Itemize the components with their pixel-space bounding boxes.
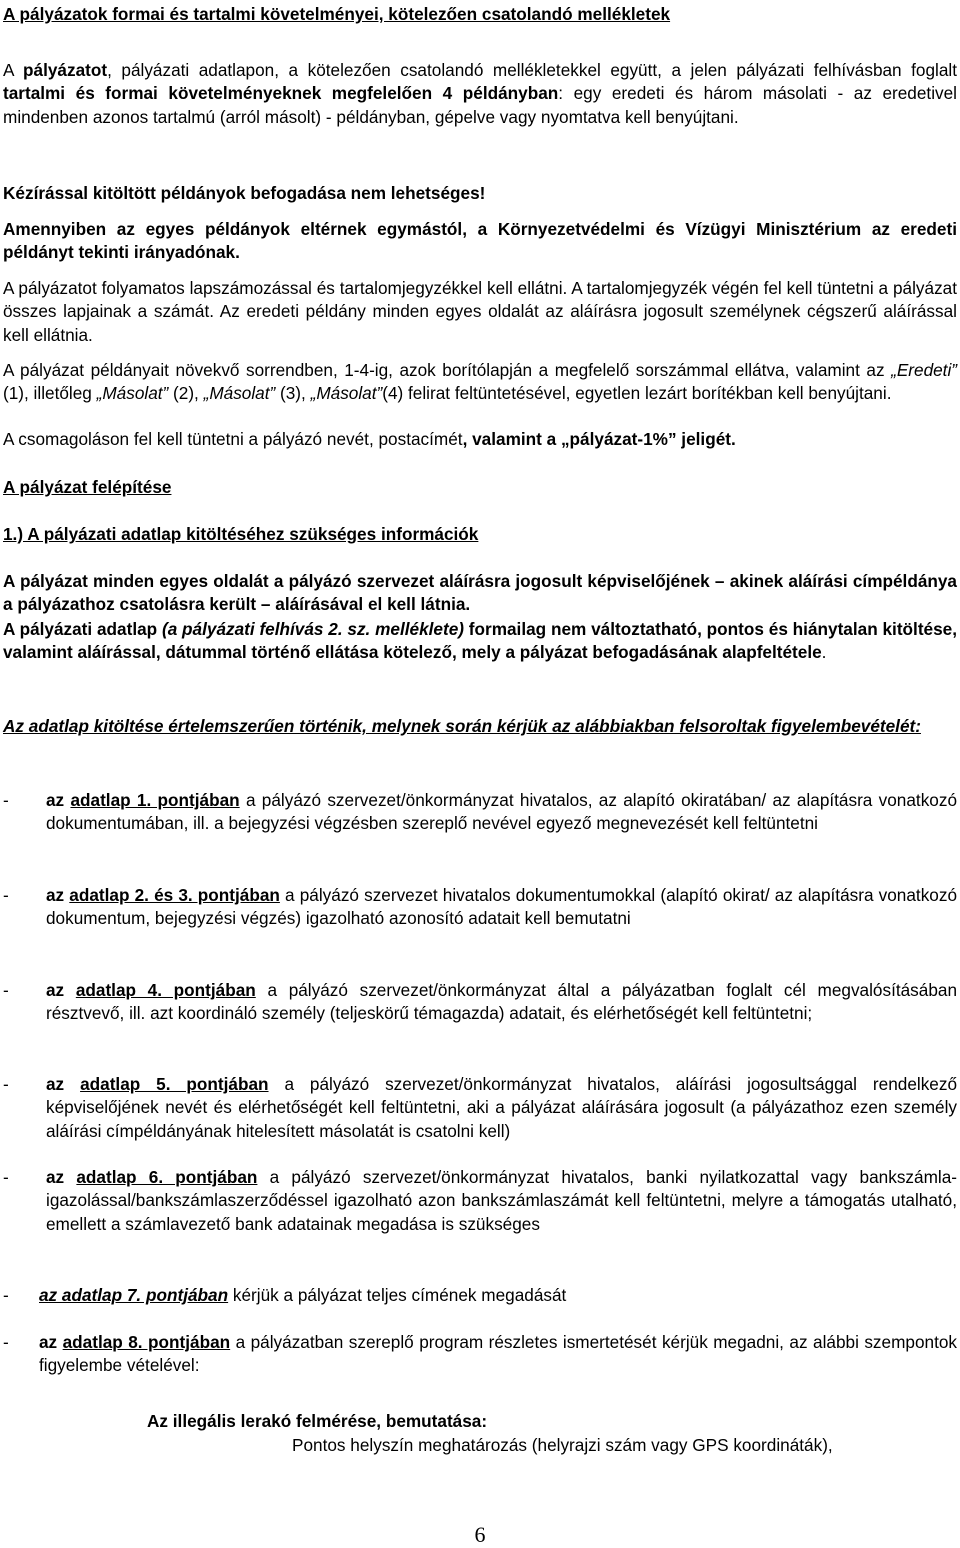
datasheet-reference: adatlap 8. pontjában bbox=[62, 1332, 231, 1352]
paragraph-copies-differ: Amennyiben az egyes példányok eltérnek egymástól, a Környezetvédelmi és Vízügyi Minisztérium az eredeti példányt tekinti irányadónak. bbox=[3, 219, 957, 263]
list-dash: - bbox=[3, 1332, 9, 1352]
list-item-text: a pályázatban szereplő program részletes ismertetését kérjük megadni, az alábbi szempontok figyelembe vételével: bbox=[39, 1332, 958, 1376]
list-item-body bbox=[46, 884, 957, 931]
bold-text: pályázatot bbox=[23, 60, 108, 80]
text: (2), bbox=[168, 383, 204, 404]
list-item bbox=[3, 1073, 957, 1143]
section-heading-datasheet-info: 1.) A pályázati adatlap kitöltéséhez szükséges információk bbox=[3, 524, 479, 544]
list-item-text: kérjük a pályázat teljes címének megadását bbox=[228, 1285, 567, 1305]
datasheet-reference: adatlap 5. pontjában bbox=[80, 1074, 269, 1094]
list-item-body bbox=[46, 1166, 957, 1236]
list-item bbox=[3, 1331, 957, 1379]
list-item-body bbox=[46, 1073, 957, 1143]
bold-text: az bbox=[46, 1074, 65, 1094]
text: A bbox=[3, 60, 24, 80]
italic-text: „Másolat” bbox=[203, 383, 276, 404]
text: (1), illetőleg bbox=[3, 383, 97, 404]
paragraph-handwritten-notice: Kézírással kitöltött példányok befogadása nem lehetséges! bbox=[3, 183, 486, 203]
datasheet-reference: adatlap 1. pontjában bbox=[70, 790, 240, 810]
paragraph-submission bbox=[3, 59, 957, 129]
bold-text: az bbox=[46, 1167, 65, 1187]
text: (4) felirat feltüntetésével, egyetlen lezárt borítékban kell benyújtani. bbox=[382, 383, 892, 404]
text: . bbox=[821, 642, 827, 663]
list-item bbox=[3, 1284, 957, 1308]
italic-text: „Másolat” bbox=[310, 383, 383, 404]
italic-text: „Másolat” bbox=[96, 383, 169, 404]
paragraph-filling-guidance: Az adatlap kitöltése értelemszerűen történik, melynek során kérjük az alábbiakban felsoroltak figyelembevételét: bbox=[3, 716, 921, 736]
list-item-body bbox=[46, 789, 957, 836]
bold-italic-text: (a pályázati felhívás 2. sz. melléklete) bbox=[161, 619, 464, 639]
list-item-body bbox=[39, 1284, 957, 1307]
paragraph-packaging bbox=[3, 428, 957, 451]
text: A pályázat példányait növekvő sorrendben, 1-4-ig, azok borítólapján a megfelelő sorszámmal ellátva, valamint az bbox=[3, 360, 892, 380]
list-dash: - bbox=[3, 980, 9, 1000]
list-item-text: a pályázó szervezet/önkormányzat hivatalos, banki nyilatkozattal vagy bankszámla-igazolással/bankszámlaszerződéssel igazolható azon bankszámlaszámát kell feltüntetni, melyre a támogatás utalható, emellett a számlavezető bank adatainak megadása is szükséges bbox=[46, 1167, 957, 1234]
list-item-body bbox=[46, 979, 957, 1026]
page-title: A pályázatok formai és tartalmi követelményei, kötelezően csatolandó mellékletek bbox=[3, 4, 671, 24]
bold-text: formailag nem változtatható, pontos és hiánytalan kitöltése, valamint aláírással, dátummal történő ellátása kötelező, mely a pályázat befogadásának alapfeltétele bbox=[3, 619, 958, 663]
list-item-text: a pályázó szervezet/önkormányzat hivatalos, aláírási jogosultsággal rendelkező képviselőjének nevét és elérhetőségét kell feltüntetni, aki a pályázat aláírására jogosult (a pályázathoz ezen személy aláírási címpéldányának hitelesített másolatát is csatolni kell) bbox=[46, 1074, 957, 1141]
list-dash: - bbox=[3, 885, 9, 905]
datasheet-reference: adatlap 4. pontjában bbox=[75, 980, 256, 1000]
bold-text: az bbox=[46, 980, 65, 1000]
list-item bbox=[3, 1166, 957, 1260]
list-dash: - bbox=[3, 1074, 9, 1094]
list-dash: - bbox=[3, 1285, 9, 1305]
list-item-text: a pályázó szervezet/önkormányzat hivatalos, az alapító okiratában/ az alapításra vonatkozó dokumentumában, ill. a bejegyzési végzésben szereplő nevével egyező megnevezését kell feltüntetni bbox=[46, 790, 957, 834]
paragraph-signature-requirement: A pályázat minden egyes oldalát a pályázó szervezet aláírásra jogosult képviselőjének – akinek aláírási címpéldánya a pályázathoz csatolásra került – aláírásával el kell látnia. bbox=[3, 571, 957, 615]
bold-text: az bbox=[39, 1332, 58, 1352]
italic-text: „Eredeti” bbox=[891, 360, 957, 380]
subsection-text-location: Pontos helyszín meghatározás (helyrajzi szám vagy GPS koordináták), bbox=[292, 1435, 833, 1455]
bold-text: tartalmi és formai követelményeknek megfelelően 4 példányban bbox=[3, 83, 559, 104]
paragraph-datasheet-form bbox=[3, 618, 957, 665]
bold-text: A pályázati adatlap bbox=[3, 619, 162, 639]
paragraph-copy-order bbox=[3, 359, 957, 406]
subsection-heading-illegal-dump: Az illegális lerakó felmérése, bemutatása: bbox=[147, 1411, 488, 1431]
section-heading-structure: A pályázat felépítése bbox=[3, 477, 172, 497]
list-item-text: a pályázó szervezet hivatalos dokumentumokkal (alapító okirat/ az alapításra vonatkozó dokumentum, bejegyzési végzés) igazolható azonosító adatait kell bemutatni bbox=[46, 885, 958, 929]
bold-text: az bbox=[46, 790, 65, 810]
paragraph-pagination: A pályázatot folyamatos lapszámozással és tartalomjegyzékkel kell ellátni. A tartalomjegyzék végén fel kell tüntetni a pályázat összes lapjainak a számát. Az eredeti példány minden egyes oldalát az aláírásra jogosult személynek cégszerű aláírással kell ellátnia. bbox=[3, 278, 957, 345]
list-dash: - bbox=[3, 1167, 9, 1187]
list-item-body bbox=[39, 1331, 957, 1378]
text: , pályázati adatlapon, a kötelezően csatolandó mellékletekkel együtt, a jelen pályázati felhívásban foglalt bbox=[107, 60, 957, 80]
page-number: 6 bbox=[474, 1522, 486, 1547]
list-item-text: a pályázó szervezet/önkormányzat által a pályázatban foglalt cél megvalósításában résztvevő, ill. azt koordináló személy (teljeskörű témagazda) adatait, és elérhetőségét kell feltüntetni; bbox=[46, 980, 958, 1024]
datasheet-reference: adatlap 2. és 3. pontjában bbox=[69, 885, 280, 905]
text: : egy eredeti és három másolati - az eredetivel mindenben azonos tartalmú (arról másolt) - példányban, gépelve vagy nyomtatva kell benyújtani. bbox=[3, 83, 957, 127]
bold-text: az bbox=[46, 885, 65, 905]
text: (3), bbox=[275, 383, 311, 404]
datasheet-reference: adatlap 6. pontjában bbox=[76, 1167, 258, 1187]
list-dash: - bbox=[3, 790, 9, 810]
list-item bbox=[3, 789, 957, 859]
text: A csomagoláson fel kell tüntetni a pályázó nevét, postacímét bbox=[3, 429, 463, 449]
list-item bbox=[3, 884, 957, 954]
list-item bbox=[3, 979, 957, 1049]
datasheet-reference: az adatlap 7. pontjában bbox=[39, 1285, 229, 1305]
bold-text: , valamint a „pályázat-1%” jeligét. bbox=[462, 429, 736, 449]
